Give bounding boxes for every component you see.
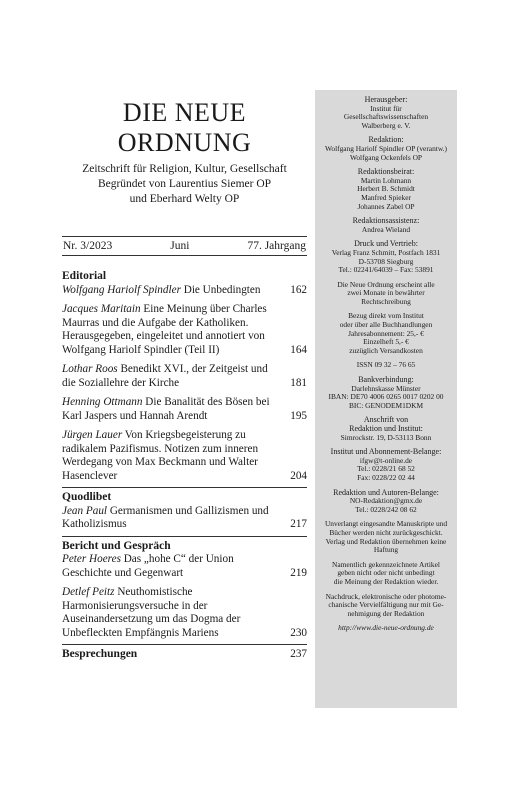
subtitle-line-2: Begründet von Laurentius Siemer OP	[97, 178, 272, 190]
imprint-line: zuzüglich Versandkosten	[349, 345, 423, 355]
imprint-line: Einzelheft 5,- €	[363, 337, 409, 347]
toc-title: Neuthomistische Harmonisierungsversuche in der Auseinandersetzung um das Dogma der Unbefleckten Empfängnis Mariens	[62, 586, 241, 639]
imprint-line: nehmigung der Redaktion	[347, 608, 425, 618]
imprint-bezug	[319, 312, 453, 355]
imprint-line: Fax: 0228/22 02 44	[357, 472, 415, 482]
toc-entry	[62, 586, 307, 640]
imprint-line: zwei Monate in bewährter	[347, 288, 425, 298]
section-heading-quodlibet: Quodlibet	[62, 491, 112, 503]
subtitle-line-3: und Eberhard Welty OP	[129, 193, 240, 205]
toc-title: Benedikt XVI., der Zeitgeist und die Soziallehre der Kirche	[62, 363, 268, 389]
website-link[interactable]: http://www.die-neue-ordnung.de	[338, 623, 434, 633]
imprint-assistenz	[319, 217, 453, 234]
imprint-line: Namentlich gekennzeichnete Artikel	[332, 559, 440, 569]
imprint-druck	[319, 240, 453, 274]
toc-entry	[62, 553, 307, 580]
toc-author: Jacques Maritain	[62, 303, 141, 315]
imprint-line: Verlag und Redaktion übernehmen keine	[325, 536, 447, 546]
imprint-line: Gesellschaftswissenschaften	[343, 112, 429, 122]
imprint-line: Tel.: 0228/242 08 62	[355, 504, 417, 514]
imprint-line: Tel.: 0228/21 68 52	[357, 464, 415, 474]
section-heading-editorial: Editorial	[62, 270, 107, 282]
imprint-email: ifgw@t-online.de	[359, 455, 413, 465]
toc-page: 217	[290, 518, 307, 530]
imprint-heading: Redaktionsbeirat:	[357, 167, 415, 177]
toc-author: Henning Ottmann	[62, 396, 143, 408]
toc-author: Lothar Roos	[62, 363, 118, 375]
imprint-line: Wolfgang Ockenfels OP	[349, 152, 423, 162]
imprint-line: Tel.: 02241/64039 – Fax: 53891	[338, 265, 434, 275]
section-divider	[62, 536, 307, 537]
imprint-line: Bezug direkt vom Institut	[348, 311, 424, 321]
toc-author: Jürgen Lauer	[62, 429, 123, 441]
toc-page: 237	[290, 648, 307, 660]
toc-entry-besprechungen	[62, 648, 307, 662]
toc-title: Die Unbedingten	[180, 283, 261, 296]
imprint-nachdruck	[319, 593, 453, 619]
toc-author: Detlef Peitz	[62, 586, 115, 598]
toc-page: 195	[290, 409, 307, 422]
toc-entry	[62, 505, 307, 532]
toc-page: 204	[290, 469, 307, 482]
imprint-line: Wolfgang Hariolf Spindler OP (verantw.)	[324, 143, 447, 153]
toc-title: Das „hohe C“ der Union Geschichte und Gegenwart	[62, 553, 234, 579]
toc-title: Die Banalität des Bösen bei Karl Jaspers und Hannah Arendt	[62, 396, 270, 422]
imprint-manuskripte	[319, 520, 453, 554]
imprint-line: BIC: GENODEM1DKM	[348, 400, 424, 410]
toc-title: Eine Meinung über Charles Maurras und die Aufgabe der Katholiken. Herausgegeben, eingeleitet und annotiert von Wolfgang Hariolf Spindler (Teil II)	[62, 303, 267, 356]
imprint-heading: Anschrift von	[363, 415, 409, 425]
toc-page: 219	[290, 566, 307, 579]
table-of-contents	[62, 270, 307, 662]
imprint-line: Verlag Franz Schmitt, Postfach 1831	[331, 247, 441, 257]
imprint-sidebar	[315, 90, 457, 708]
journal-subtitle	[62, 162, 307, 207]
toc-entry	[62, 396, 307, 423]
imprint-heading: Redaktion und Institut:	[349, 424, 423, 433]
subtitle-line-1: Zeitschrift für Religion, Kultur, Gesellschaft	[82, 163, 287, 175]
imprint-heading: Druck und Vertrieb:	[354, 239, 418, 249]
imprint-line: Andrea Wieland	[361, 224, 411, 234]
issue-number: Nr. 3/2023	[63, 240, 113, 252]
toc-page: 164	[290, 343, 307, 356]
toc-author: Peter Hoeres	[62, 553, 121, 565]
toc-page: 181	[290, 376, 307, 389]
imprint-heading: Herausgeber:	[364, 95, 408, 104]
imprint-herausgeber	[319, 96, 453, 130]
toc-entry	[62, 363, 307, 390]
imprint-line: Bücher werden nicht zurückgeschickt.	[329, 527, 443, 537]
imprint-bank	[319, 376, 453, 410]
section-divider	[62, 644, 307, 645]
imprint-line: Herbert B. Schmidt	[357, 184, 415, 194]
imprint-namentlich	[319, 561, 453, 587]
title-line-1: DIE NEUE	[122, 98, 247, 127]
issue-volume: 77. Jahrgang	[247, 240, 306, 252]
journal-title	[62, 98, 307, 158]
toc-title: Von Kriegsbegeisterung zu radikalem Pazifismus. Notizen zum inneren Werdegang von Max Beckmann und Walter Hasenclever	[62, 429, 259, 482]
imprint-issn: ISSN 09 32 – 76 65	[356, 360, 416, 370]
title-line-2: ORDNUNG	[117, 128, 252, 157]
imprint-line: geben nicht oder nicht unbedingt	[337, 568, 435, 578]
imprint-line: Die Neue Ordnung erscheint alle	[337, 279, 435, 289]
imprint-line: Nachdruck, elektronische oder photome-	[325, 591, 447, 601]
imprint-heading: Institut und Abonnement-Belange:	[330, 447, 442, 457]
toc-page: 230	[290, 626, 307, 639]
imprint-line: Walberberg e. V.	[361, 120, 411, 130]
masthead	[62, 98, 307, 207]
imprint-line: oder über alle Buchhandlungen	[339, 320, 433, 330]
issue-info-bar	[62, 236, 307, 256]
toc-entry	[62, 303, 307, 357]
imprint-redaktion	[319, 136, 453, 162]
imprint-line: D-53708 Siegburg	[358, 256, 414, 266]
imprint-heading: Redaktion und Autoren-Belange:	[333, 487, 439, 497]
imprint-line: Unverlangt eingesandte Manuskripte und	[324, 519, 448, 529]
imprint-line: chanische Vervielfältigung nur mit Ge-	[328, 600, 444, 610]
toc-author: Jean Paul	[62, 504, 108, 517]
imprint-line: Rechtschreibung	[361, 296, 411, 306]
toc-entry	[62, 429, 307, 483]
imprint-line: die Meinung der Redaktion wieder.	[333, 576, 439, 586]
imprint-beirat	[319, 168, 453, 211]
section-divider	[62, 487, 307, 488]
imprint-email: NO-Redaktion@gmx.de	[349, 496, 423, 506]
imprint-heading: Redaktion:	[368, 135, 404, 145]
toc-page: 162	[290, 283, 307, 296]
issue-month: Juni	[170, 240, 190, 252]
toc-entry	[62, 284, 307, 298]
imprint-line: Institut für	[370, 103, 402, 113]
imprint-abo	[319, 448, 453, 482]
imprint-line: Jahresabonnement: 25,- €	[348, 328, 424, 338]
toc-author: Wolfgang Hariolf Spindler	[62, 283, 181, 296]
imprint-line: Simrockstr. 19, D-53113 Bonn	[340, 432, 432, 442]
imprint-line: Darlehnskasse Münster	[351, 383, 421, 393]
toc-title: Germanismen und Gallizismen und Katholizismus	[62, 504, 269, 530]
imprint-heading: Redaktionsassistenz:	[352, 216, 420, 226]
imprint-anschrift	[319, 416, 453, 442]
imprint-autoren	[319, 489, 453, 515]
section-heading-bericht: Bericht und Gespräch	[62, 539, 171, 552]
imprint-line: Johannes Zabel OP	[357, 201, 415, 211]
imprint-line: IBAN: DE70 4006 0265 0017 0202 00	[328, 392, 444, 402]
imprint-line: Manfred Spieker	[361, 192, 411, 202]
imprint-erscheint	[319, 281, 453, 307]
imprint-line: Martin Lohmann	[360, 175, 412, 185]
imprint-heading: Bankverbindung:	[358, 375, 414, 385]
section-heading-besprechungen: Besprechungen	[62, 648, 138, 660]
imprint-line: Haftung	[373, 545, 399, 555]
